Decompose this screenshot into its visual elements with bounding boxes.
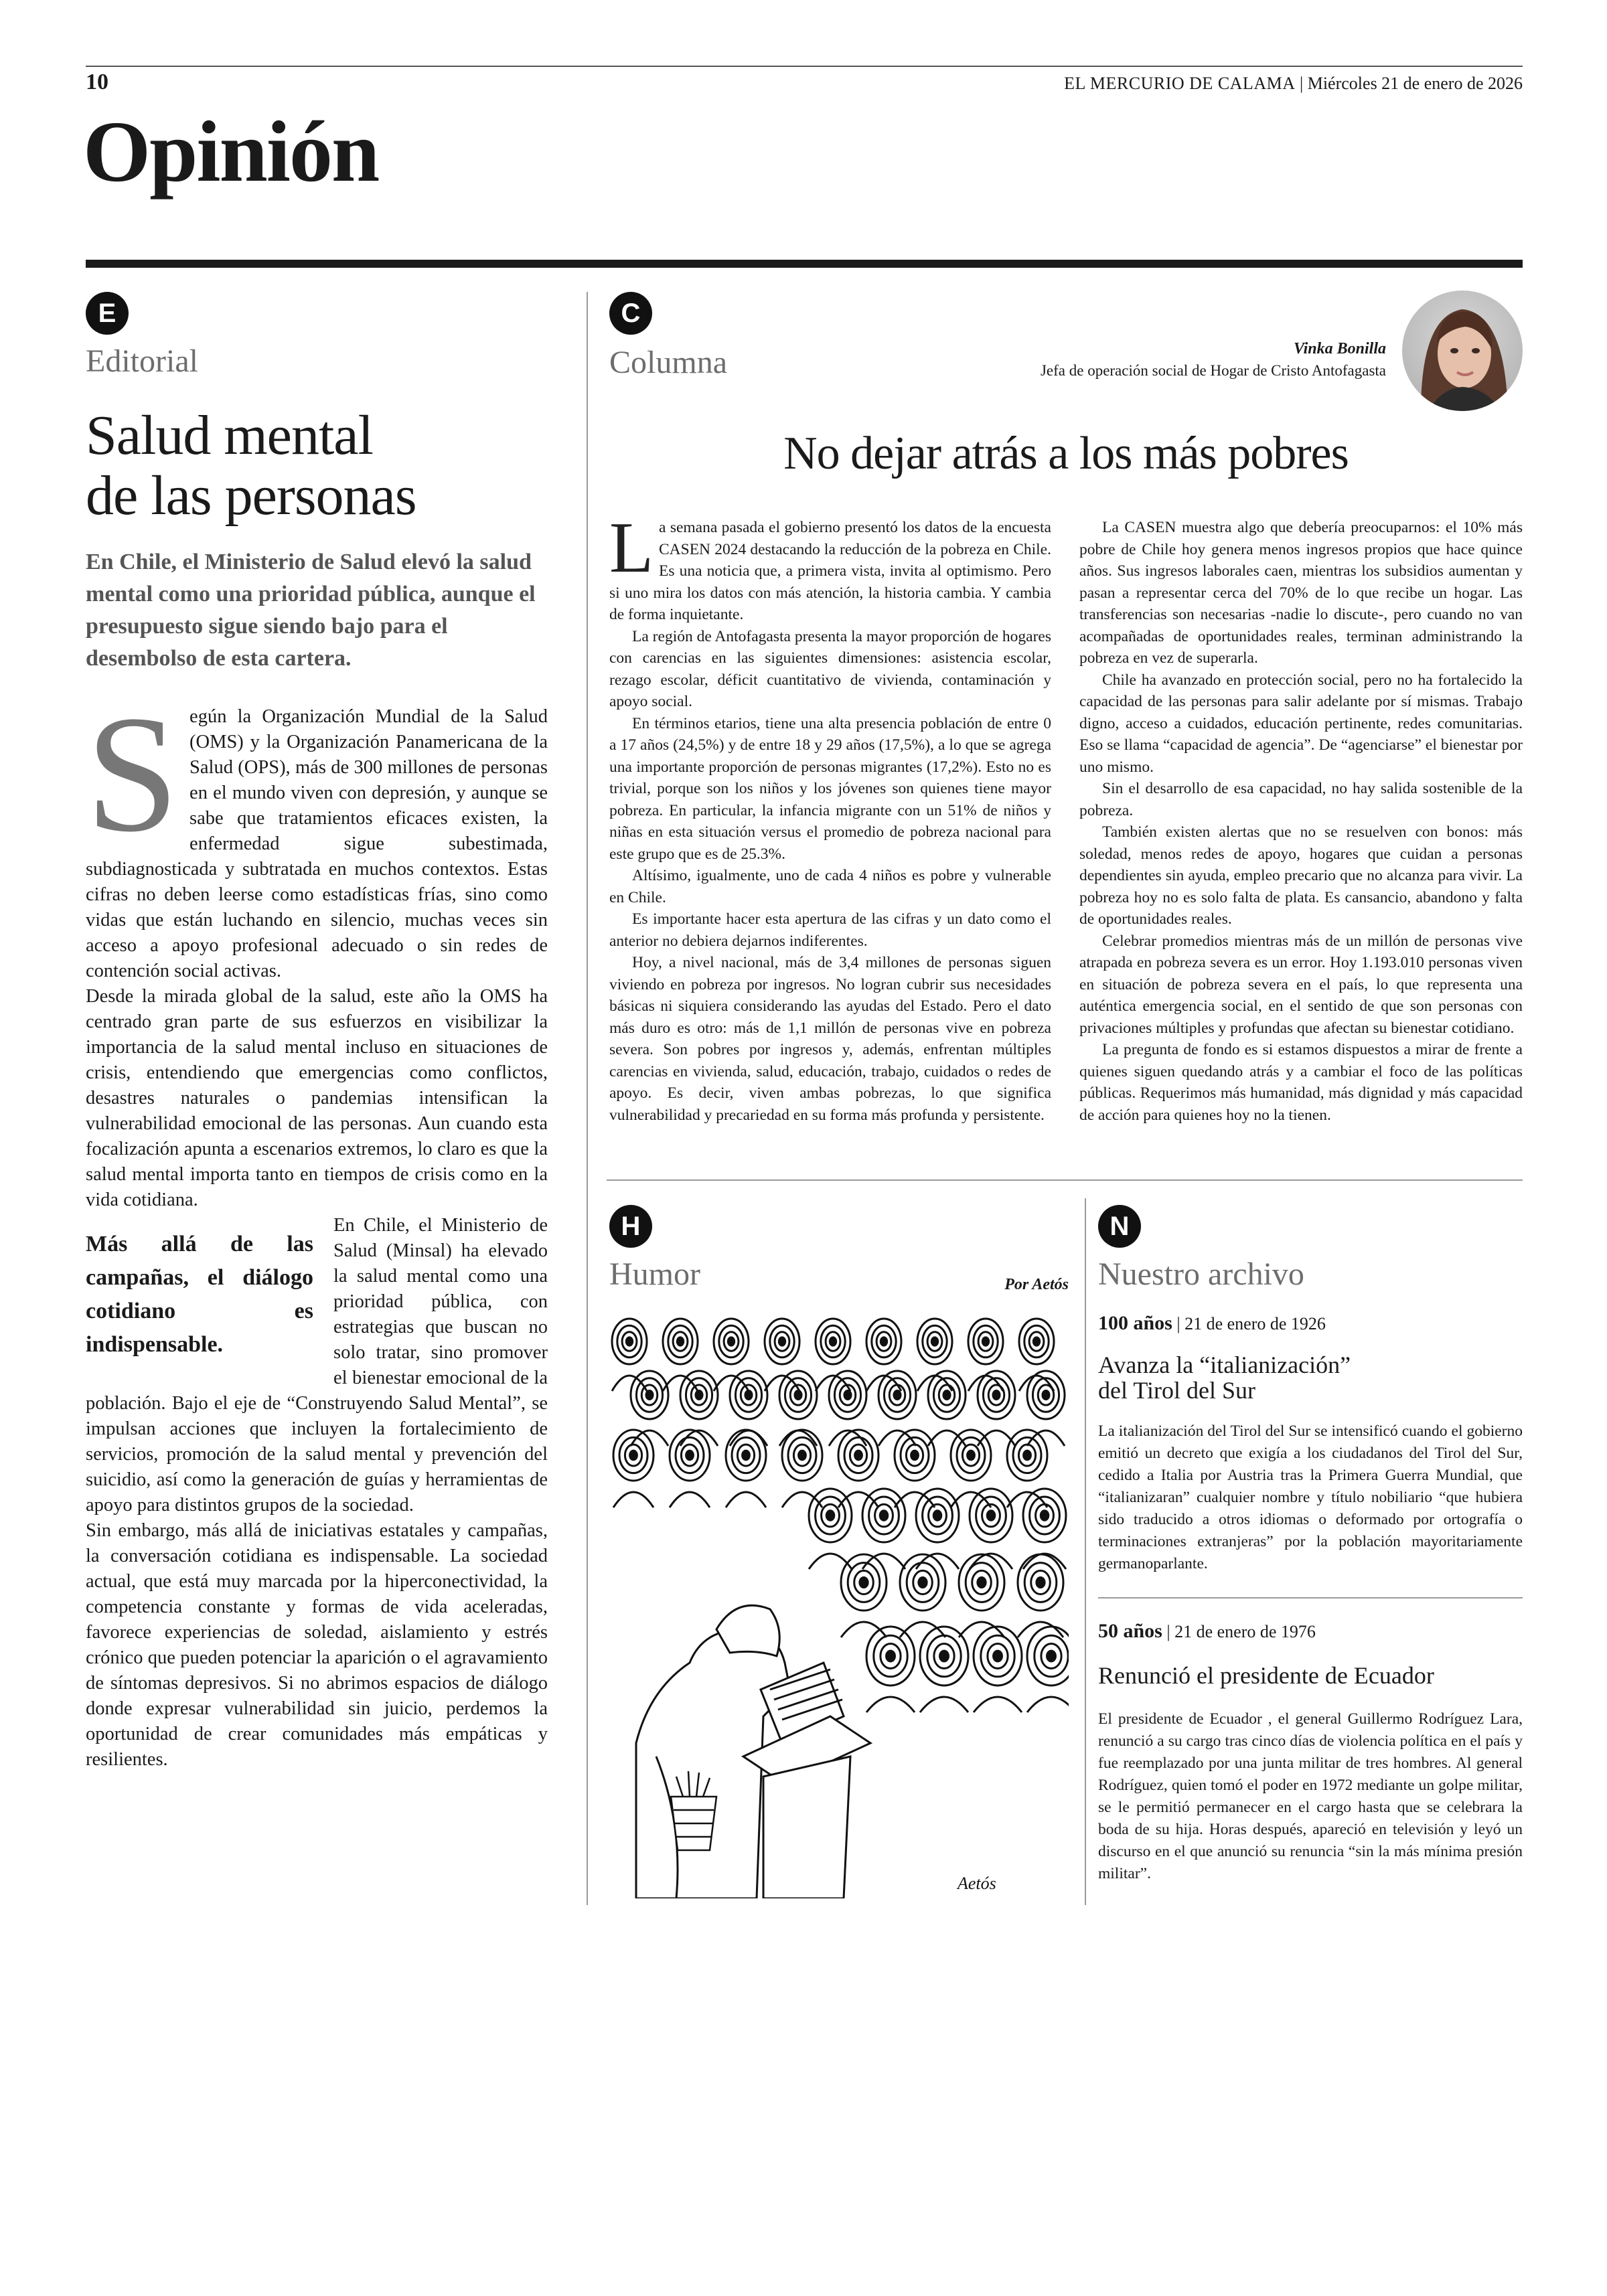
archive-body: El presidente de Ecuador , el general Guillermo Rodríguez Lara, renunció a su cargo tras cinco días de violencia política en el país y fue reemplazado por una junta militar de tres hombres. Al general Rodríguez, quien tomó el poder en 1972 mediante un golpe militar, se le permitió permanecer en el cargo hasta que se celebrara la boda de su hija. Horas después, apareció en televisión y leyó un discurso en el que anunció su renuncia “sin la más mínima presión militar”. [1098,1710,1523,1882]
column-kicker: Columna [609,345,727,380]
issue-date: Miércoles 21 de enero de 2026 [1307,74,1523,93]
column-paragraph: Altísimo, igualmente, uno de cada 4 niños es pobre y vulnerable en Chile. [609,867,1051,906]
column-paragraph: a semana pasada el gobierno presentó los datos de la encuesta CASEN 2024 destacando la reducción de la pobreza en Chile. Es una noticia que, a primera vista, invita al optimismo. Pero si uno mira los datos con más atención, la historia cambia. Y cambia de forma inquietante. [609,519,1051,623]
column-author: Vinka Bonilla [1293,340,1386,357]
editorial-badge: E [86,292,129,335]
column-left-text [609,508,1051,1126]
archive-separator [1098,1597,1523,1598]
column-byline [870,340,1386,380]
archive-date: 21 de enero de 1926 [1184,1314,1326,1333]
column-right-text [1079,517,1523,1126]
column-dropcap: L [609,508,654,588]
archive-years: 100 años [1098,1312,1172,1334]
header-top-rule [86,66,1523,67]
editorial-paragraph: En Chile, el Ministerio de Salud (Minsal) ha elevado la salud mental como una prioridad pública, con estrategias que buscan no solo tratar, sino promover el bienestar emocional de la población. Bajo el eje de “Construyendo Salud Mental”, se impulsan acciones que incluyen la fortalecimiento de servicios, promoción de la salud mental y prevención del suicidio, así como la generación de guías y herramientas de apoyo para distintos grupos de la sociedad. [86,1215,548,1515]
column-paragraph: Chile ha avanzado en protección social, pero no ha fortalecido la capacidad de las personas para salir adelante por sí mismas. Trabajo digno, acceso a cuidados, educación pertinente, redes comunitarias. Eso se llama “capacidad de agencia”. De “agenciarse” el bienestar por uno mismo. [1079,671,1523,776]
humor-badge: H [609,1205,652,1248]
archive-item: 100 años | 21 de enero de 1926 Avanza la “italianización” del Tirol del Sur La italianización del Tirol del Sur se intensificó cuando el gobierno emitió un decreto que exigía a los ciudadanos del Tirol del Sur, cedido a Italia por Austria tras la Primera Guerra Mundial, que “italianizaran” cualquier nombre y título nobiliario “que hubiera sido traducido a otros idiomas o deformado por ortografía o terminaciones extranjeras” por la población mayoritariamente germanoparlante. [1098,1312,1523,1575]
archive-badge: N [1098,1205,1141,1248]
column-paragraph: Es importante hacer esta apertura de las cifras y un dato como el anterior no debiera dejarnos indiferentes. [609,910,1051,950]
archive-divider [1085,1198,1086,1905]
column-paragraph: Celebrar promedios mientras más de un millón de personas vive atrapada en pobreza severa es un error. Hoy 1.193.010 personas viven en situación de pobreza severa en el país, lo que representa una auténtica emergencia social, en el sentido de que son personas con privaciones múltiples y profundas que afectan su bienestar cotidiano. [1079,932,1523,1037]
editorial-headline: Salud mental de las personas [86,404,416,527]
editorial-body [86,681,548,1909]
editorial-paragraph: egún la Organización Mundial de la Salud (OMS) y la Organización Panamericana de la Salud (OPS), más de 300 millones de personas en el mundo viven con depresión, y aunque se sabe que tratamientos eficaces existen, la enfermedad sigue subestimada, subdiagnosticada y subtratada en muchos contextos. Estas cifras no deben leerse como estadísticas frías, sino como vidas que están luchando en silencio, muchas veces sin acceso a apoyo profesional adecuado o sin redes de contención social activas. [86,706,548,981]
humor-credit: Por Aetós [1004,1276,1069,1293]
column-author-role: Jefa de operación social de Hogar de Cristo Antofagasta [1040,362,1386,379]
column-headline: No dejar atrás a los más pobres [783,428,1349,479]
column-paragraph: Sin el desarrollo de esa capacidad, no hay salida sostenible de la pobreza. [1079,780,1523,819]
newspaper-name: EL MERCURIO DE CALAMA [1064,74,1296,93]
humor-kicker: Humor [609,1256,700,1292]
column-paragraph: También existen alertas que no se resuelven con bonos: más soledad, menos redes de apoyo, hogares que cuidan a personas dependientes sin ayuda, empleo precario que no alcanza para vivir. La pobreza hoy no es solo falta de plata. Es cansancio, abandono y falta de oportunidades reales. [1079,823,1523,928]
column-paragraph: En términos etarios, tiene una alta presencia población de entre 0 a 17 años (24,5%) y de entre 18 y 29 años (17,5%), a lo que se agrega una importante proporción de personas migrantes (17,2%). Esto no es trivial, porque son los niños y los jóvenes son quienes tiene mayor pobreza. En particular, la infancia migrante con un 51% de niños y niñas en esta situación versus el promedio de pobreza nacional para este grupo que es de 25.3%. [609,714,1051,863]
section-title: Opinión [83,104,379,200]
archive-body: La italianización del Tirol del Sur se intensificó cuando el gobierno emitió un decreto que exigía a los ciudadanos del Tirol del Sur, cedido a Italia por Austria tras la Primera Guerra Mundial, que “italianizaran” cualquier nombre y título nobiliario “que hubiera sido traducido a otros idiomas o deformado por ortografía o terminaciones extranjeras” por la población mayoritariamente germanoparlante. [1098,1422,1523,1572]
page-number: 10 [86,70,108,94]
humor-signature: Aetós [958,1874,996,1893]
humor-cartoon [609,1315,1069,1898]
archive-kicker: Nuestro archivo [1098,1256,1304,1292]
editorial-kicker: Editorial [86,343,198,379]
editorial-paragraph: Desde la mirada global de la salud, este año la OMS ha centrado gran parte de sus esfuerzos en visibilizar la importancia de la salud mental incluso en situaciones de crisis, entendiendo que emergencias como conflictos, desastres naturales o pandemias intensifican la vulnerabilidad emocional de las personas. Aun cuando esta focalización apunta a escenarios extremos, lo claro es que la salud mental importa tanto en tiempos de crisis como en la vida cotidiana. [86,986,548,1210]
editorial-pullquote: Más allá de las campañas, el diálogo cotidiano es indispensable. [86,1232,313,1357]
archive-date: 21 de enero de 1976 [1174,1622,1316,1641]
column-bottom-rule [607,1179,1523,1181]
column-paragraph: La pregunta de fondo es si estamos dispuestos a mirar de frente a quienes siguen quedando atrás y a cambiar el foco de las políticas públicas. Requerimos más humanidad, más dignidad y más capacidad de acción para quienes hoy no la tienen. [1079,1041,1523,1124]
column-divider [587,292,588,1905]
archive-years: 50 años [1098,1620,1162,1642]
editorial-paragraph: Sin embargo, más allá de iniciativas estatales y campañas, la conversación cotidiana es indispensable. La sociedad actual, que está muy marcada por la hiperconectividad, la competencia constante y formas de vida aceleradas, favorece experiencias de soledad, aislamiento y estrés crónico que pueden potenciar la aparición o el agravamiento de síntomas depresivos. Si no abrimos espacios de diálogo donde expresar vulnerabilidad sin juicio, perdemos la oportunidad de crear comunidades más empáticas y resilientes. [86,1520,548,1770]
column-paragraph: Hoy, a nivel nacional, más de 3,4 millones de personas siguen viviendo en pobreza por ingresos. No logran cubrir sus necesidades básicas ni siquiera considerando las ayudas del Estado. Pero el dato más duro es otro: más de 1,1 millón de personas vive en pobreza severa. Son pobres por ingresos y, además, enfrentan múltiples carencias en vivienda, salud, educación, trabajo, cuidados o redes de apoyo. Es decir, viven ambas pobrezas, lo que significa vulnerabilidad y precariedad en su forma más profunda y persistente. [609,954,1051,1124]
masthead: EL MERCURIO DE CALAMA | Miércoles 21 de enero de 2026 [1064,74,1523,93]
column-badge: C [609,292,652,335]
editorial-lead: En Chile, el Ministerio de Salud elevó la salud mental como una prioridad pública, aunque el presupuesto sigue siendo bajo para el desembolso de esta cartera. [86,550,536,671]
archive-title: Avanza la “italianización” del Tirol del Sur [1098,1351,1351,1404]
column-paragraph: La región de Antofagasta presenta la mayor proporción de hogares con carencias en las siguientes dimensiones: asistencia escolar, rezago escolar, déficit cuantitativo de vivienda, contaminación y apoyo social. [609,627,1051,710]
archive-title: Renunció el presidente de Ecuador [1098,1662,1434,1689]
author-photo [1401,289,1524,412]
column-paragraph: La CASEN muestra algo que debería preocuparnos: el 10% más pobre de Chile hoy genera menos ingresos propios que hace quince años. Sus ingresos laborales caen, mientras los subsidios aumentan y pasan a representar cerca del 70% de lo que recibe un hogar. Las transferencias son necesarias -nadie lo discute-, pero cuando no van acompañadas de oportunidades reales, terminan administrando la pobreza en vez de superarla. [1079,519,1523,667]
archive-item: 50 años | 21 de enero de 1976 Renunció el presidente de Ecuador El presidente de Ecuador , el general Guillermo Rodríguez Lara, renunció a su cargo tras cinco días de violencia política en el país y fue reemplazado por una junta militar de tres hombres. Al general Rodríguez, quien tomó el poder en 1972 mediante un golpe militar, se le permitió permanecer en el cargo hasta que se celebrara la boda de su hija. Horas después, apareció en televisión y leyó un discurso en el que anunció su renuncia “sin la más mínima presión militar”. [1098,1620,1523,1885]
editorial-dropcap: S [86,681,179,867]
section-rule [86,260,1523,268]
